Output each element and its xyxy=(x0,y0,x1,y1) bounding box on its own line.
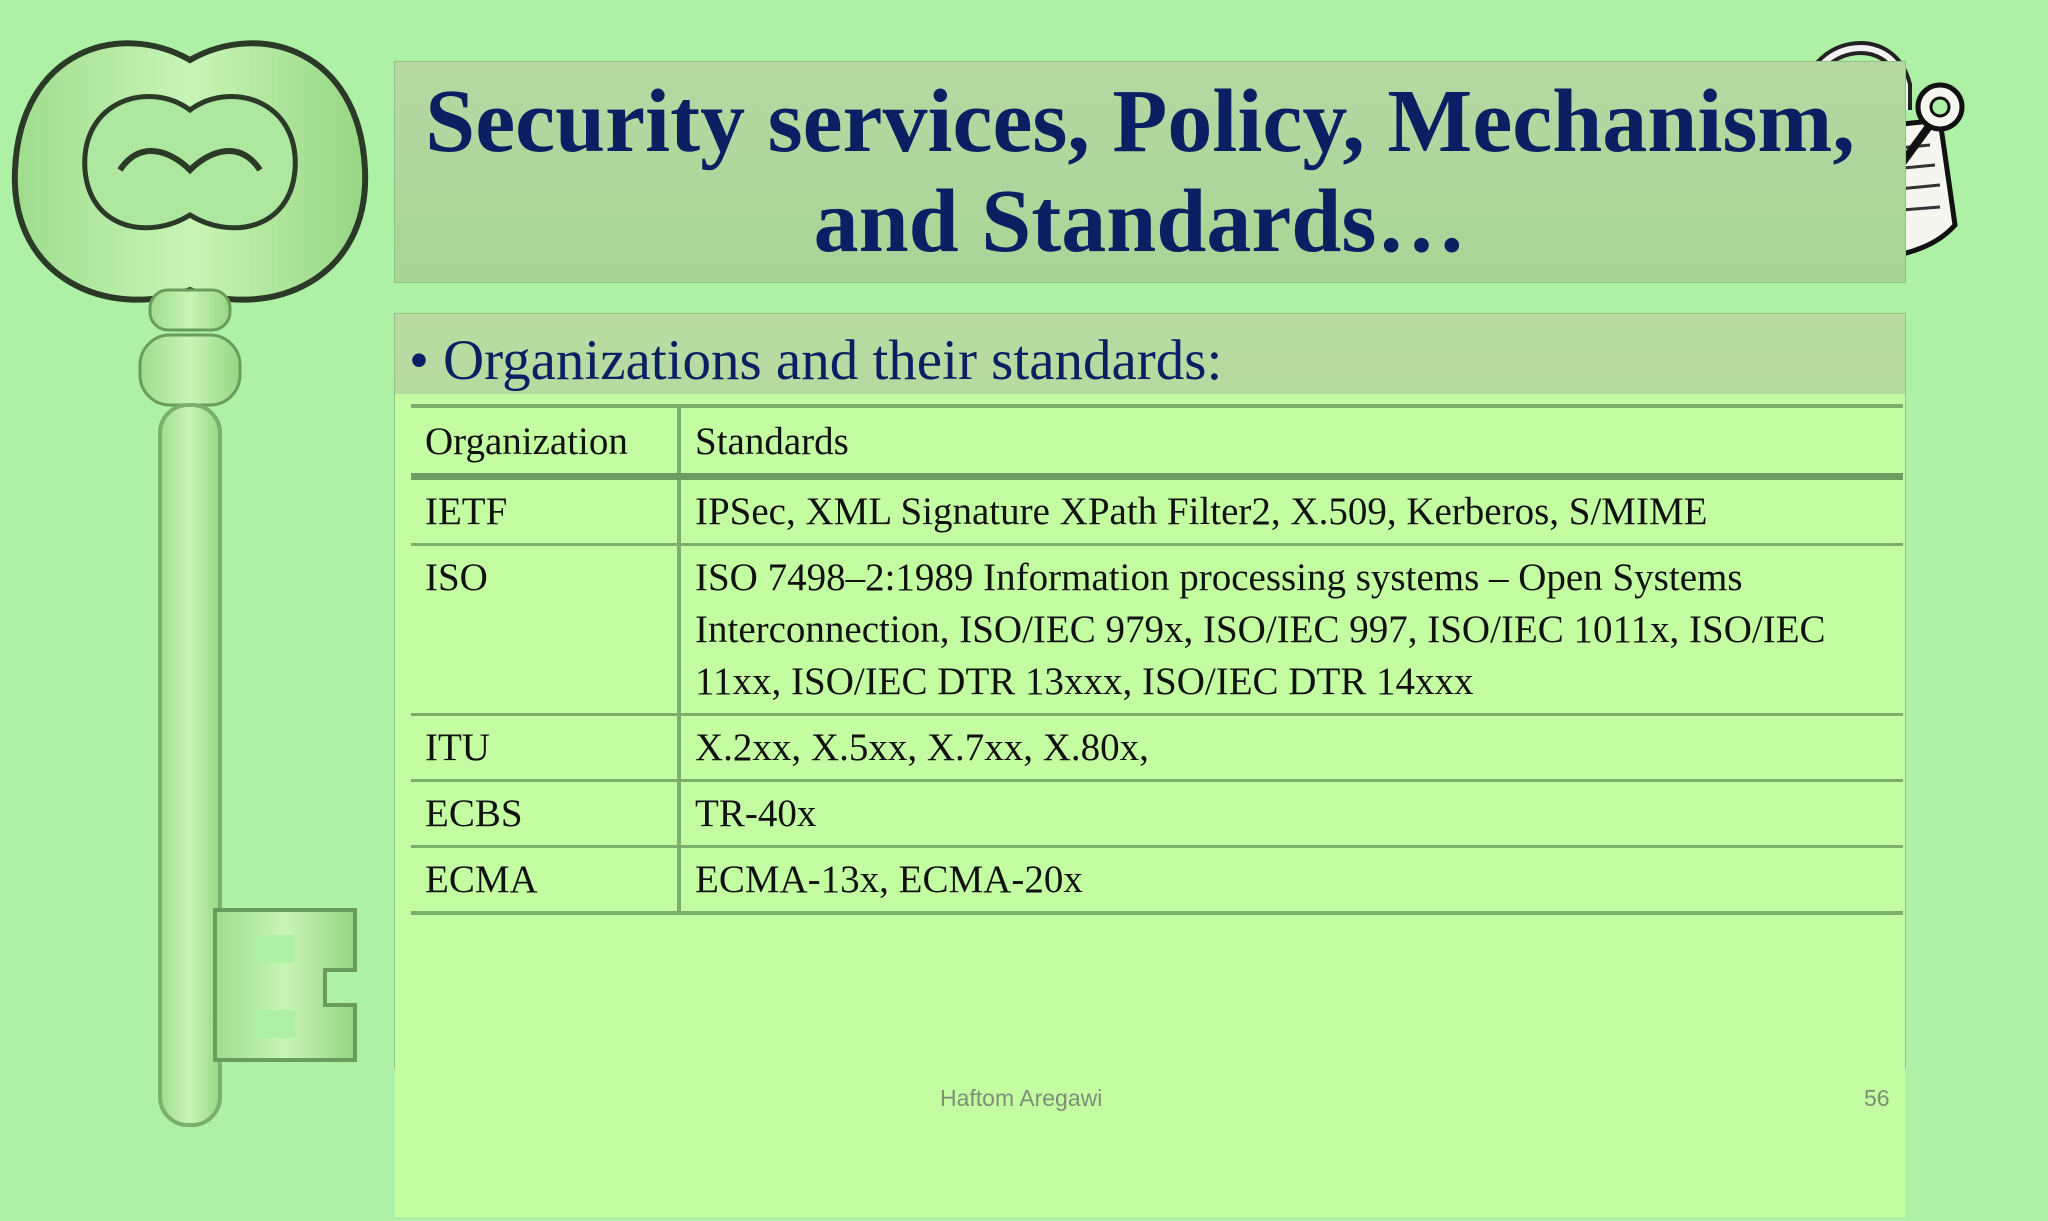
footer-author: Haftom Aregawi xyxy=(940,1085,1103,1111)
table-row xyxy=(411,545,1903,715)
content-box xyxy=(394,313,1906,1069)
standards-cell: X.2xx, X.5xx, X.7xx, X.80x, xyxy=(679,715,1903,781)
organization-cell: ECMA xyxy=(411,847,679,914)
organization-cell: ISO xyxy=(411,545,679,715)
title-box xyxy=(394,61,1906,283)
standards-table xyxy=(411,404,1903,915)
table-row xyxy=(411,781,1903,847)
slide-title: Security services, Policy, Mechanism, and Standards… xyxy=(425,72,1855,271)
standards-cell: TR-40x xyxy=(679,781,1903,847)
skeleton-key-icon xyxy=(0,20,390,1150)
table-row xyxy=(411,477,1903,545)
standards-cell: IPSec, XML Signature XPath Filter2, X.509, Kerberos, S/MIME xyxy=(679,477,1903,545)
standards-cell: ECMA-13x, ECMA-20x xyxy=(679,847,1903,914)
column-header-organization: Organization xyxy=(411,406,679,477)
table-row xyxy=(411,847,1903,914)
bullet-item xyxy=(409,328,1222,394)
standards-cell: ISO 7498–2:1989 Information processing systems – Open Systems Interconnection, ISO/IEC 979x, ISO/IEC 997, ISO/IEC 1011x, ISO/IEC 11xx, ISO/IEC DTR 13xxx, ISO/IEC DTR 14xxx xyxy=(679,545,1903,715)
standards-table-area xyxy=(395,394,1905,1221)
organization-cell: IETF xyxy=(411,477,679,545)
bullet-marker: • xyxy=(409,329,429,392)
column-header-standards: Standards xyxy=(679,406,1903,477)
organization-cell: ECBS xyxy=(411,781,679,847)
page-number: 56 xyxy=(1864,1085,1890,1111)
table-header-row xyxy=(411,406,1903,477)
organization-cell: ITU xyxy=(411,715,679,781)
bullet-text: Organizations and their standards: xyxy=(442,329,1223,392)
table-row xyxy=(411,715,1903,781)
